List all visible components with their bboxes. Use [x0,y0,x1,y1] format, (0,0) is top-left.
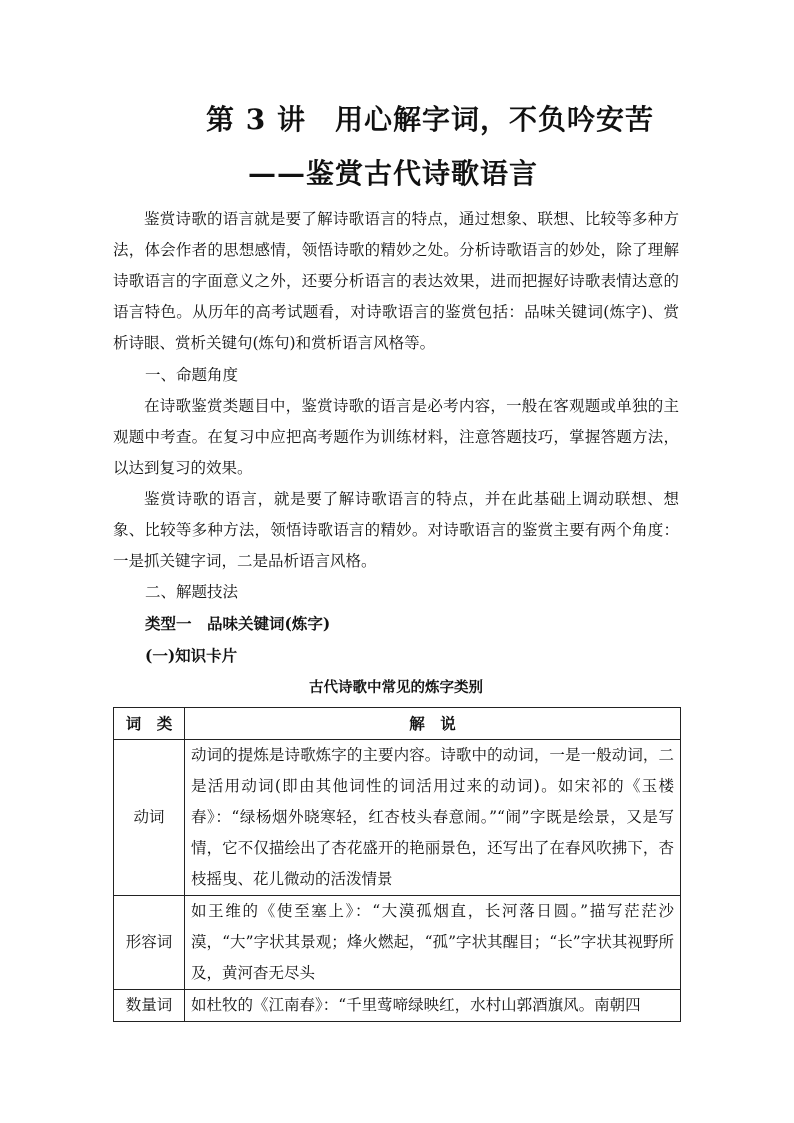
row-explanation: 如王维的《使至塞上》：“大漠孤烟直，长河落日圆。”描写茫茫沙漠，“大”字状其景观；烽火燃起，“孤”字状其醒目；“长”字状其视野所及，黄河杳无尽头 [185,896,681,990]
type-heading: 类型一 品味关键词(炼字) [145,614,331,633]
table-row [114,990,681,1022]
table-caption: 古代诗歌中常见的炼字类别 [309,679,483,696]
row-explanation: 如杜牧的《江南春》：“千里莺啼绿映红，水村山郭酒旗风。南朝四 [185,990,681,1022]
section-heading-angle: 一、命题角度 [145,366,239,384]
row-category: 形容词 [114,896,185,990]
word-category-table [113,707,681,1022]
subsection-heading: (一)知识卡片 [145,646,238,665]
row-explanation: 动词的提炼是诗歌炼字的主要内容。诗歌中的动词，一是一般动词，二是活用动词(即由其他词性的词活用过来的动词)。如宋祁的《玉楼春》：“绿杨烟外晓寒轻，红杏枝头春意闹。”“闹”字既是绘景，又是写情，它不仅描绘出了杏花盛开的艳丽景色，还写出了在春风吹拂下，杏枝摇曳、花儿微动的活泼情景 [185,740,681,896]
table-row [114,740,681,896]
section-heading-method: 二、解题技法 [145,583,239,601]
row-category: 动词 [114,740,185,896]
angle-paragraph-1: 在诗歌鉴赏类题目中，鉴赏诗歌的语言是必考内容，一般在客观题或单独的主观题中考查。在复习中应把高考题作为训练材料，注意答题技巧，掌握答题方法，以达到复习的效果。 [113,397,679,477]
table-header-row [114,708,681,740]
angle-paragraph-2: 鉴赏诗歌的语言，就是要了解诗歌语言的特点，并在此基础上调动联想、想象、比较等多种方法，领悟诗歌语言的精妙。对诗歌语言的鉴赏主要有两个角度：一是抓关键字词，二是品析语言风格。 [113,490,679,570]
header-explanation: 解 说 [185,708,681,740]
intro-paragraph: 鉴赏诗歌的语言就是要了解诗歌语言的特点，通过想象、联想、比较等多种方法，体会作者的思想感情，领悟诗歌的精妙之处。分析诗歌语言的妙处，除了理解诗歌语言的字面意义之外，还要分析语言的表达效果，进而把握好诗歌表情达意的语言特色。从历年的高考试题看，对诗歌语言的鉴赏包括：品味关键词(炼字)、赏析诗眼、赏析关键句(炼句)和赏析语言风格等。 [113,210,679,352]
lecture-title: 第 3 讲 用心解字词，不负吟安苦 [206,103,654,136]
table-row [114,896,681,990]
lecture-subtitle: ——鉴赏古代诗歌语言 [248,157,539,190]
row-category: 数量词 [114,990,185,1022]
header-category: 词 类 [114,708,185,740]
